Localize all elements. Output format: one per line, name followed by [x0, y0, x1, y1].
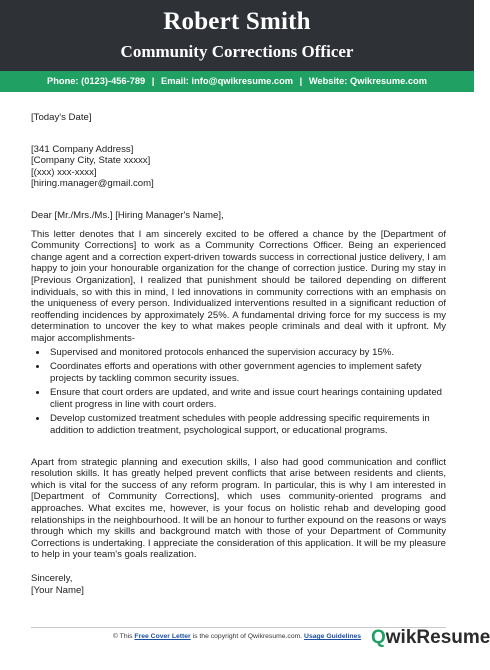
usage-guidelines-link[interactable]: Usage Guidelines — [304, 633, 362, 640]
list-item: • Ensure that court orders are updated, and write and issue court hearings containing updated client progress in line with court orders. — [48, 387, 446, 410]
list-item: • Coordinates efforts and operations with other government agencies to implement safety projects by tackling common security issues. — [48, 361, 446, 384]
copyright-text-middle: is the copyright of Qwikresume.com. — [192, 633, 303, 640]
logo-accent-letter: Q — [371, 627, 386, 648]
address-line: [Company City, State xxxxx] — [31, 155, 151, 167]
address-line: [(xxx) xxx-xxxx] — [31, 166, 97, 178]
letter-body — [31, 112, 446, 596]
intro-paragraph: This letter denotes that I am sincerely excited to be offered a chance by the [Department of Community Corrections] to work as a Community Corrections Officer. Being an experienced change agent and a correction expert-driven towards success in correctional justice delivery, I am happy to join your honourable organization for the change of correction justice. During my stay in [Previous Organization], I realized that punishment should be tailored depending on different individuals, so with this in mind, I led innovations in community corrections with an emphasis on the uniqueness of every person. Individualized interventions resulted in a significant reduction of reoffending incidences by approximately 25%. A fundamental driving force for my success is my determination to uncover the key to what makes people criminals and deal with it upfront. My major accomplishments- — [31, 228, 446, 344]
free-cover-letter-link[interactable]: Free Cover Letter — [134, 633, 191, 640]
address-line: [341 Company Address] — [31, 143, 134, 155]
list-item: • Develop customized treatment schedules with people addressing specific requirements in addition to addiction treatment, psychological support, or educational programs. — [48, 413, 446, 436]
contact-separator: | — [299, 76, 303, 86]
signature: [Your Name] — [31, 584, 84, 596]
address-line: [hiring.manager@gmail.com] — [31, 178, 154, 190]
salutation: Dear [Mr./Mrs./Ms.] [Hiring Manager's Name], — [31, 209, 224, 221]
logo-text: wikResume — [385, 627, 490, 648]
list-item: • Supervised and monitored protocols enhanced the supervision accuracy by 15%. — [48, 347, 446, 359]
resume-header — [0, 0, 474, 71]
contact-email: Email: info@qwikresume.com — [161, 76, 294, 86]
contact-separator: | — [151, 76, 155, 86]
accomplishments-list — [31, 347, 446, 437]
letter-date: [Today's Date] — [31, 112, 92, 123]
recipient-address — [31, 144, 446, 190]
contact-website: Website: Qwikresume.com — [308, 76, 427, 86]
applicant-name: Robert Smith — [163, 8, 311, 35]
job-title: Community Corrections Officer — [120, 42, 354, 61]
qwikresume-logo[interactable] — [371, 626, 490, 650]
body-paragraph: Apart from strategic planning and execution skills, I also had good communication and conflict resolution skills. It has greatly helped prevent conflicts that arise between residents and clients, which is vital for the success of any reform program. In particular, this is why I am interested in [Department of Community Corrections], which uses community-oriented programs and approaches. What excites me, however, is your focus on holistic rehab and developing good relationships in the neighbourhood. It will be an honour to further expound on the reasons or ways through which my skills and background match with those of your Department of Community Corrections is undertaking. I appreciate the consideration of this application. It will be my pleasure to help in your team's goals realization. — [31, 456, 446, 561]
contact-bar — [0, 71, 474, 92]
copyright-text: © This — [112, 633, 133, 640]
closing: Sincerely, — [31, 573, 73, 584]
contact-phone: Phone: (0123)-456-789 — [47, 76, 146, 86]
